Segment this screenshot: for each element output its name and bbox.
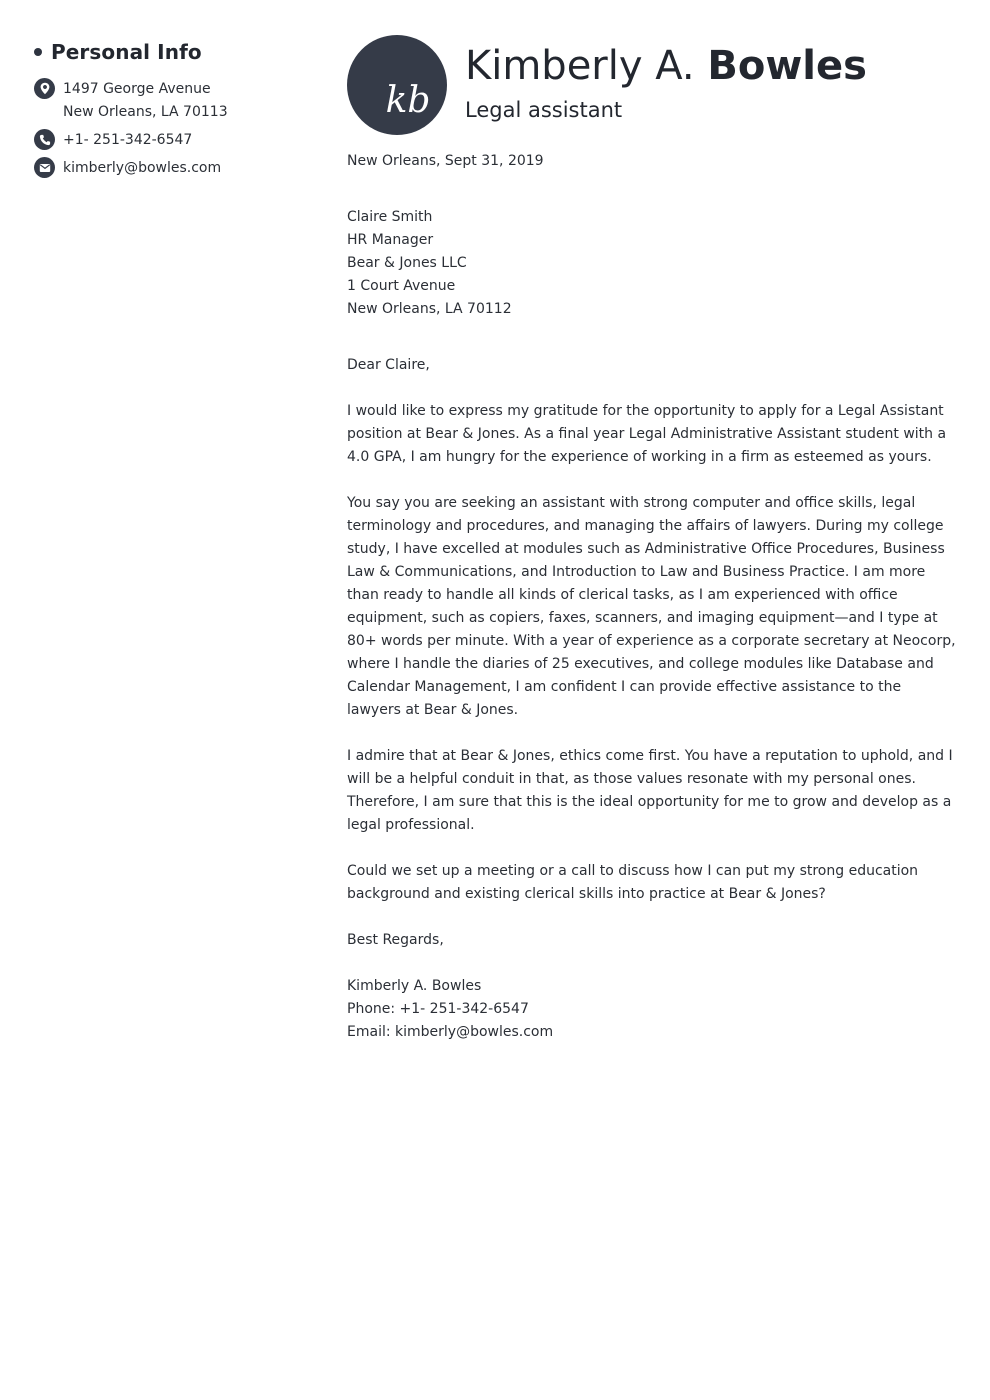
signature-block [347,975,959,1044]
recipient-title: HR Manager [347,232,434,248]
personal-info-heading: Personal Info [51,40,202,64]
applicant-last-name: Bowles [707,43,867,89]
letter-date: New Orleans, Sept 31, 2019 [347,153,544,169]
recipient-block [347,206,959,321]
personal-info-sidebar [34,36,314,185]
heading-bullet-icon [34,48,42,56]
address-text [63,78,228,124]
letter-paragraph-2: You say you are seeking an assistant with strong computer and office skills, legal terminology and procedures, and managing the affairs of lawyers. During my college study, I have excelled at modules such as Administrative Office Procedures, Business Law & Communications, and Introduction to Law and Business Practice. I am more than ready to handle all kinds of clerical tasks, as I am experienced with office equipment, such as copiers, faxes, scanners, and imaging equipment—and I type at 80+ words per minute. With a year of experience as a corporate secretary at Neocorp, where I handle the diaries of 25 executives, and college modules like Database and Calendar Management, I am confident I can provide effective assistance to the lawyers at Bear & Jones. [347,495,956,718]
location-pin-icon [34,78,55,99]
cover-letter-body [347,150,959,1044]
address-line-2: New Orleans, LA 70113 [63,104,228,120]
applicant-first-name: Kimberly A. [465,43,695,89]
recipient-name: Claire Smith [347,209,433,225]
signature-name: Kimberly A. Bowles [347,978,482,994]
email-address: kimberly@bowles.com [63,160,222,176]
letter-paragraph-1: I would like to express my gratitude for the opportunity to apply for a Legal Assistant position at Bear & Jones. As a final year Legal Administrative Assistant student with a 4.0 GPA, I am hungry for the experience of working in a firm as esteemed as yours. [347,403,947,465]
envelope-icon [34,157,55,178]
phone-number: +1- 251-342-6547 [63,132,193,148]
phone-row [34,129,314,152]
applicant-name [465,38,867,94]
avatar-initials: kb [385,79,431,121]
letter-paragraph-4: Could we set up a meeting or a call to discuss how I can put my strong education background and existing clerical skills into practice at Bear & Jones? [347,863,919,902]
signature-phone: Phone: +1- 251-342-6547 [347,1001,529,1017]
address-row [34,78,314,124]
signature-email: Email: kimberly@bowles.com [347,1024,554,1040]
phone-icon [34,129,55,150]
recipient-city: New Orleans, LA 70112 [347,301,512,317]
avatar [347,35,447,135]
letter-closing: Best Regards, [347,932,444,948]
phone-text [63,129,192,152]
address-line-1: 1497 George Avenue [63,81,211,97]
personal-info-heading-row [34,36,314,68]
recipient-company: Bear & Jones LLC [347,255,467,271]
letter-paragraph-3: I admire that at Bear & Jones, ethics come first. You have a reputation to uphold, and I will be a helpful conduit in that, as those values resonate with my personal ones. Therefore, I am sure that this is the ideal opportunity for me to grow and develop as a legal professional. [347,748,953,833]
email-row [34,157,314,180]
email-text [63,157,221,180]
job-title: Legal assistant [465,98,623,122]
letter-greeting: Dear Claire, [347,357,430,373]
recipient-street: 1 Court Avenue [347,278,456,294]
